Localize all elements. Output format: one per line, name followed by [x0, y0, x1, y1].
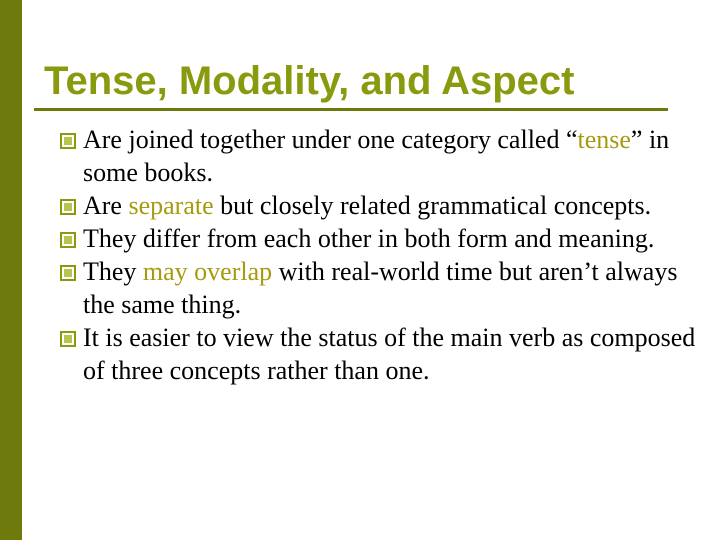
bullet-item: [60, 123, 700, 189]
bullet-text: They: [83, 257, 143, 286]
bullet-item: [60, 321, 700, 387]
bullet-highlight: may overlap: [142, 257, 273, 286]
square-bullet-icon: [60, 232, 76, 248]
bullet-text: but closely related grammatical concepts.: [213, 191, 652, 220]
square-bullet-icon: [60, 265, 76, 281]
bullet-text: with real-world time but aren’t always the same thing.: [83, 257, 678, 319]
bullet-highlight: separate: [128, 191, 214, 220]
title-underline: [34, 108, 668, 111]
bullet-item: [60, 222, 700, 255]
bullet-item: [60, 189, 700, 222]
square-bullet-icon: [60, 331, 76, 347]
bullet-text: It is easier to view the status of the main verb as composed of three concepts rather than one.: [83, 323, 696, 385]
bullet-highlight: tense: [577, 125, 631, 154]
bullet-text: They differ from each other in both form and meaning.: [83, 224, 655, 253]
bullet-item: [60, 255, 700, 321]
bullet-text: Are joined together under one category called “: [83, 125, 578, 154]
slide-title: Tense, Modality, and Aspect: [44, 59, 575, 103]
bullet-text: ” in some books.: [83, 125, 670, 187]
square-bullet-icon: [60, 199, 76, 215]
bullet-text: Are: [83, 191, 129, 220]
bullet-list: [60, 123, 700, 387]
square-bullet-icon: [60, 133, 76, 149]
slide-side-bar: [0, 0, 22, 540]
